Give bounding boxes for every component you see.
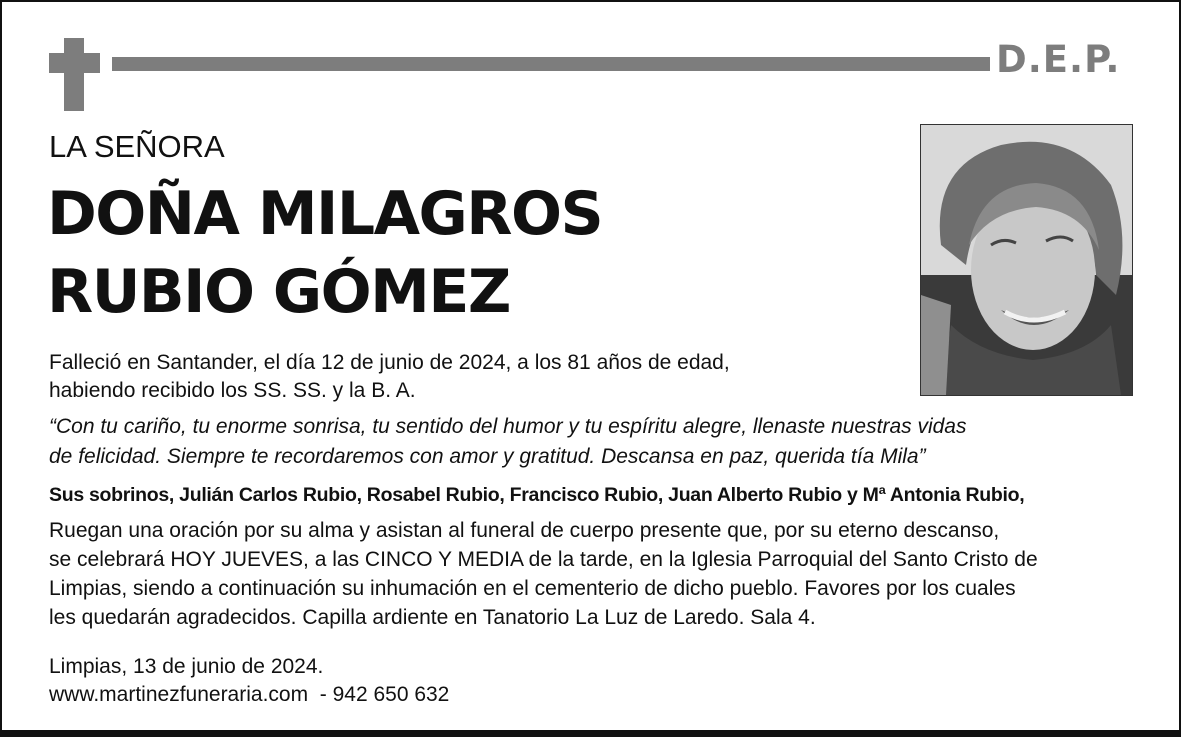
- deceased-name-line1: DOÑA MILAGROS: [47, 179, 603, 249]
- header-rule: [112, 57, 990, 71]
- portrait-photo: [920, 124, 1133, 396]
- cross-icon-bar: [49, 53, 100, 73]
- quote-line2: de felicidad. Siempre te recordaremos con amor y gratitud. Descansa en paz, querida tía Mila”: [49, 445, 926, 468]
- family-mourners: Sus sobrinos, Julián Carlos Rubio, Rosabel Rubio, Francisco Rubio, Juan Alberto Rubio y Mª Antonia Rubio,: [49, 484, 1025, 506]
- service-request-line1: Ruegan una oración por su alma y asistan al funeral de cuerpo presente que, por su eterno descanso,: [49, 519, 1000, 542]
- quote-line1: “Con tu cariño, tu enorme sonrisa, tu sentido del humor y tu espíritu alegre, llenaste nuestras vidas: [49, 415, 967, 438]
- dep-label: D.E.P.: [996, 38, 1121, 81]
- service-request-line3: Limpias, siendo a continuación su inhumación en el cementerio de dicho pueblo. Favores por los cuales: [49, 577, 1016, 600]
- honorific: LA SEÑORA: [49, 129, 225, 164]
- service-request-line2: se celebrará HOY JUEVES, a las CINCO Y MEDIA de la tarde, en la Iglesia Parroquial del Santo Cristo de: [49, 548, 1038, 571]
- deceased-name-line2: RUBIO GÓMEZ: [47, 257, 510, 327]
- place-date: Limpias, 13 de junio de 2024.: [49, 655, 324, 678]
- death-details-line2: habiendo recibido los SS. SS. y la B. A.: [49, 379, 416, 402]
- cross-icon: [64, 38, 84, 111]
- death-details-line1: Falleció en Santander, el día 12 de junio de 2024, a los 81 años de edad,: [49, 351, 730, 374]
- portrait-icon: [921, 125, 1132, 395]
- funeral-home-contact: www.martinezfuneraria.com - 942 650 632: [49, 683, 450, 706]
- service-request-line4: les quedarán agradecidos. Capilla ardiente en Tanatorio La Luz de Laredo. Sala 4.: [49, 606, 816, 629]
